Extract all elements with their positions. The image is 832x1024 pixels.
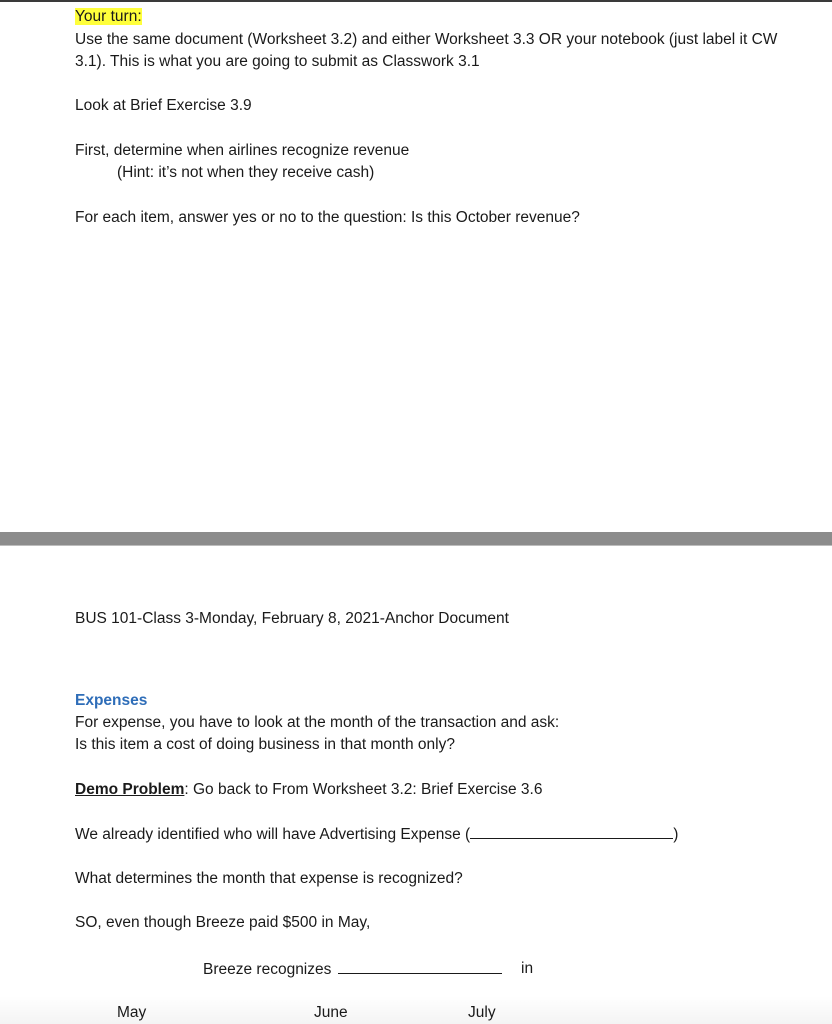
demo-problem-label: Demo Problem xyxy=(75,781,185,798)
expenses-line-1: For expense, you have to look at the month of the transaction and ask: xyxy=(75,714,560,731)
highlighted-text: Your turn: xyxy=(75,8,142,25)
breeze-recognizes-text: Breeze recognizes xyxy=(203,961,332,978)
month-option-july: July xyxy=(468,1004,496,1021)
so-even-though-text: SO, even though Breeze paid $500 in May, xyxy=(75,914,371,931)
demo-problem-line xyxy=(75,780,542,800)
expenses-line-2: Is this item a cost of doing business in that month only? xyxy=(75,736,455,753)
document-page-2 xyxy=(0,546,832,1024)
in-word: in xyxy=(521,960,534,977)
recognizes-blank xyxy=(338,959,502,974)
expenses-heading: Expenses xyxy=(75,692,148,709)
already-identified-line xyxy=(75,824,678,845)
for-each-question: For each item, answer yes or no to the question: Is this October revenue? xyxy=(75,209,580,226)
breeze-recognizes-line xyxy=(203,959,502,980)
closing-paren: ) xyxy=(673,826,679,843)
look-at-exercise: Look at Brief Exercise 3.9 xyxy=(75,97,252,114)
document-page-1 xyxy=(0,2,832,532)
advertising-expense-blank xyxy=(470,824,673,839)
first-determine-text: First, determine when airlines recognize revenue xyxy=(75,142,410,159)
month-option-june: June xyxy=(314,1004,348,1021)
your-turn-label xyxy=(75,7,142,27)
demo-problem-text: : Go back to From Worksheet 3.2: Brief Exercise 3.6 xyxy=(184,781,543,798)
instruction-line-1: Use the same document (Worksheet 3.2) and either Worksheet 3.3 OR your notebook (just label it CW xyxy=(75,31,778,48)
page-separator xyxy=(0,532,832,546)
already-identified-text: We already identified who will have Advertising Expense ( xyxy=(75,826,471,843)
document-header: BUS 101-Class 3-Monday, February 8, 2021-Anchor Document xyxy=(75,610,509,627)
what-determines-question: What determines the month that expense is recognized? xyxy=(75,870,463,887)
month-option-may: May xyxy=(117,1004,147,1021)
instruction-line-2: 3.1). This is what you are going to submit as Classwork 3.1 xyxy=(75,53,480,70)
hint-text: (Hint: it’s not when they receive cash) xyxy=(117,164,375,181)
